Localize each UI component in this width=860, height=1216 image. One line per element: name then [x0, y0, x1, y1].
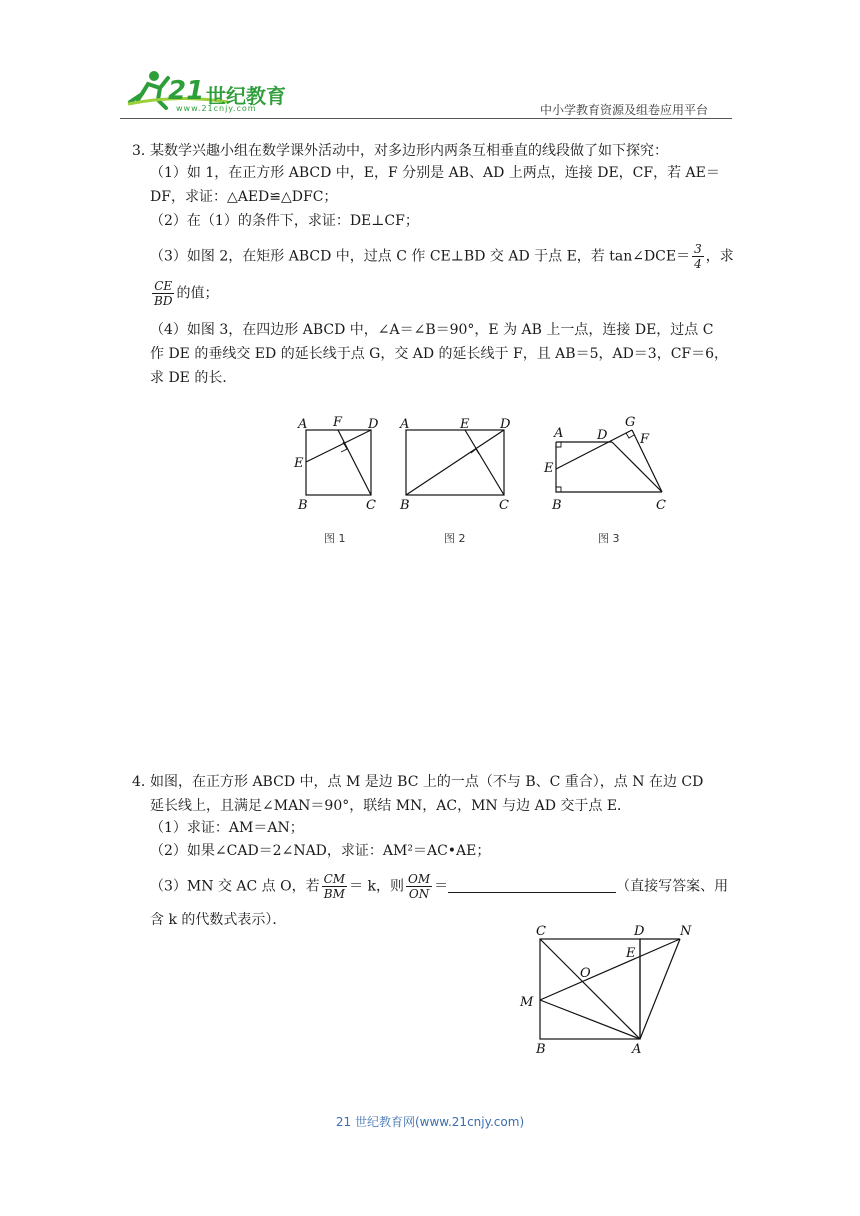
f1-label-f: F [333, 415, 343, 430]
q3-part1-b: DF，求证：△AED≌△DFC； [150, 189, 338, 205]
f4-label-n: N [680, 924, 692, 939]
fig2-caption: 图 2 [444, 532, 466, 545]
q4-om-on-fraction: $\frac{OM}{ON}$ [408, 872, 431, 901]
q3-part2: （2）在（1）的条件下，求证：DE⊥CF； [150, 213, 419, 229]
q4-line5-b: ＝ k，则 [349, 878, 404, 895]
f3-label-c: C [656, 498, 666, 513]
platform-name: 中小学教育资源及组卷应用平台 [540, 103, 709, 117]
q3-part3-a: （3）如图 2，在矩形 ABCD 中，过点 C 作 CE⊥BD 交 AD 于点 E，若 tan∠DCE＝ [150, 248, 691, 265]
fig3-caption: 图 3 [598, 532, 620, 545]
f4-label-a: A [632, 1042, 642, 1057]
q3-part4-b: 作 DE 的垂线交 ED 的延长线于点 G，交 AD 的延长线于 F，且 AB＝5，AD＝3，CF＝6， [150, 346, 729, 362]
q4-line2: 延长线上，且满足∠MAN＝90°，联结 MN，AC，MN 与边 AD 交于点 E． [150, 798, 632, 814]
footer[interactable]: 21 世纪教育网(www.21cnjy.com) [335, 1115, 525, 1129]
q3-figures [0, 0, 860, 560]
f4-label-e: E [626, 946, 636, 961]
f1-label-e: E [294, 456, 304, 471]
q3-part4-a: （4）如图 3，在四边形 ABCD 中，∠A＝∠B＝90°，E 为 AB 上一点，连接 DE，过点 C [150, 322, 714, 338]
logo-number: 21 [168, 76, 205, 106]
q3-part3-b: ，求 [705, 248, 734, 265]
q4-line5-d: （直接写答案、用 [616, 878, 729, 895]
f4-label-d: D [634, 924, 645, 939]
f4-label-m: M [520, 995, 534, 1010]
q3-number: 3． [132, 143, 155, 159]
f2-label-b: B [400, 498, 410, 513]
q3-part1-a: （1）如 1，在正方形 ABCD 中，E，F 分别是 AB、AD 上两点，连接 DE，CF，若 AE＝ [150, 165, 720, 181]
logo-text: 世纪教育 [206, 84, 286, 108]
q3-intro: 某数学兴趣小组在数学课外活动中，对多边形内两条互相垂直的线段做了如下探究： [150, 143, 668, 159]
q4-line6: 含 k 的代数式表示）． [150, 912, 287, 928]
f2-label-e: E [460, 417, 470, 432]
q4-line4: （2）如果∠CAD＝2∠NAD，求证：AM²＝AC•AE； [150, 843, 491, 859]
q3-ce-bd-fraction: $\frac{CE}{BD}$ [154, 279, 173, 308]
q4-line3: （1）求证：AM＝AN； [150, 820, 304, 836]
f4-label-b: B [536, 1042, 546, 1057]
q4-line5-c: ＝ [434, 878, 449, 895]
f3-label-d: D [597, 428, 608, 443]
q4-line5-a: （3）MN 交 AC 点 O，若 [150, 878, 320, 895]
f3-label-e: E [544, 461, 554, 476]
f1-label-c: C [366, 498, 376, 513]
q3-part3-c: 的值； [176, 285, 219, 302]
f2-label-c: C [499, 498, 509, 513]
f3-label-f: F [640, 432, 650, 447]
f3-label-a: A [554, 426, 564, 441]
logo-url: www.21cnjy.com [176, 104, 257, 113]
q4-line5 [150, 872, 740, 901]
f1-label-a: A [298, 417, 308, 432]
f1-label-b: B [298, 498, 308, 513]
f1-label-d: D [368, 417, 379, 432]
f3-label-b: B [552, 498, 562, 513]
q4-number: 4． [132, 774, 155, 790]
f4-label-o: O [580, 966, 591, 981]
q4-cm-bm-fraction: $\frac{CM}{BM}$ [323, 872, 346, 901]
figure-1 [306, 430, 371, 495]
f2-label-a: A [400, 417, 410, 432]
q3-tan-fraction: $\frac{3}{4}$ [694, 242, 702, 271]
f4-label-c: C [536, 924, 546, 939]
f2-label-d: D [500, 417, 511, 432]
figure-2 [406, 430, 504, 495]
f3-label-g: G [625, 415, 636, 430]
fig1-caption: 图 1 [324, 532, 346, 545]
q4-figure [500, 915, 720, 1065]
q4-answer-blank[interactable] [448, 878, 616, 893]
q4-line1: 如图，在正方形 ABCD 中，点 M 是边 BC 上的一点（不与 B、C 重合），点 N 在边 CD [150, 774, 704, 790]
q3-part4-c: 求 DE 的长． [150, 370, 237, 386]
